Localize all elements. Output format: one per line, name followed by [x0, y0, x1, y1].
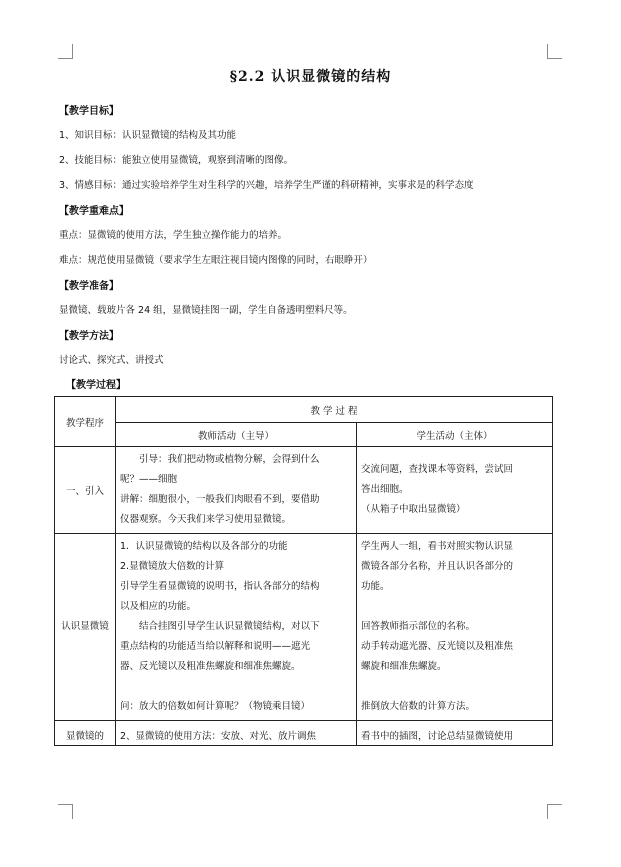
student-line: 回答教师指示部位的名称。 — [361, 621, 476, 632]
preparation-heading: 【教学准备】 — [59, 281, 119, 292]
student-activity-cell — [357, 447, 553, 534]
student-line: （从箱子中取出显微镜） — [361, 504, 466, 515]
student-line: 螺旋和细准焦螺旋。 — [361, 661, 447, 672]
teacher-activity-cell — [116, 534, 357, 721]
table-row — [55, 447, 553, 534]
teacher-line: 仪器观察。今天我们来学习使用显微镜。 — [120, 514, 292, 525]
blank-line — [361, 677, 548, 697]
teacher-line: 结合挂图引导学生认识显微镜结构，对以下 — [139, 621, 320, 632]
teacher-line: 问：放大的倍数如何计算呢？（物镜乘目镜） — [120, 701, 311, 712]
objective-emotion: 3、情感目标：通过实验培养学生对生科学的兴趣，培养学生严谨的科研精神，实事求是的科学态度 — [59, 180, 474, 191]
header-procedure: 教学程序 — [55, 397, 116, 447]
procedure-cell: 认识显微镜 — [55, 534, 116, 721]
crop-mark-bottom-right — [547, 804, 562, 819]
teacher-line: 引导：我们把动物或植物分解，会得到什么 — [139, 454, 320, 465]
teacher-line: 呢？——细胞 — [120, 474, 178, 485]
crop-mark-bottom-left — [58, 804, 73, 819]
procedure-cell: 显微镜的 — [55, 721, 116, 746]
crop-mark-top-left — [58, 44, 73, 59]
teacher-line: 以及相应的功能。 — [120, 601, 197, 612]
document-title: §2.2 认识显微镜的结构 — [229, 69, 392, 85]
blank-line — [361, 597, 548, 617]
difficult-point: 难点：规范使用显微镜（要求学生左眼注视目镜内图像的同时，右眼睁开） — [59, 255, 373, 266]
objective-skill: 2、技能目标：能独立使用显微镜，观察到清晰的图像。 — [59, 155, 294, 166]
student-line: 微镜各部分名称，并且认识各部分的 — [361, 561, 514, 572]
objectives-heading: 【教学目标】 — [59, 106, 119, 117]
teacher-line: 引导学生看显微镜的说明书，指认各部分的结构 — [120, 581, 320, 592]
header-student: 学生活动（主体） — [357, 423, 553, 447]
student-activity-cell — [357, 721, 553, 746]
process-heading: 【教学过程】 — [66, 380, 126, 391]
crop-mark-top-right — [547, 44, 562, 59]
header-teacher: 教师活动（主导） — [116, 423, 357, 447]
student-line: 学生两人一组，看书对照实物认识显 — [361, 541, 514, 552]
student-line: 功能。 — [361, 581, 390, 592]
teacher-line: 器、反光镜以及粗准焦螺旋和细准焦螺旋。 — [120, 661, 301, 672]
student-line: 动手转动遮光器、反光镜以及粗准焦 — [361, 641, 514, 652]
table-row — [55, 534, 553, 721]
preparation-text: 显微镜、载玻片各 24 组，显微镜挂图一副，学生自备透明塑料尺等。 — [59, 305, 353, 316]
objective-knowledge: 1、知识目标：认识显微镜的结构及其功能 — [59, 130, 237, 141]
table-row — [55, 721, 553, 746]
header-process: 教 学 过 程 — [116, 397, 553, 423]
student-line: 交流问题，查找课本等资料，尝试回 — [361, 464, 514, 475]
blank-line — [120, 677, 352, 697]
teacher-line: 讲解：细胞很小，一般我们肉眼看不到，要借助 — [120, 494, 320, 505]
teacher-line: 2、显微镜的使用方法：安放、对光、放片调焦 — [120, 731, 317, 742]
teacher-activity-cell — [116, 447, 357, 534]
methods-heading: 【教学方法】 — [59, 331, 119, 342]
methods-text: 讨论式、探究式、讲授式 — [59, 355, 164, 366]
student-line: 看书中的插图，讨论总结显微镜使用 — [361, 731, 514, 742]
student-line: 推倒放大倍数的计算方法。 — [361, 701, 476, 712]
student-activity-cell — [357, 534, 553, 721]
student-line: 答出细胞。 — [361, 484, 409, 495]
key-points-heading: 【教学重难点】 — [59, 206, 129, 217]
teacher-activity-cell — [116, 721, 357, 746]
key-point: 重点：显微镜的使用方法，学生独立操作能力的培养。 — [59, 230, 288, 241]
teacher-line: 重点结构的功能适当给以解释和说明——遮光 — [120, 641, 311, 652]
teaching-process-table — [54, 396, 553, 746]
teacher-line: 2.显微镜放大倍数的计算 — [120, 561, 225, 572]
teacher-line: 1．认识显微镜的结构以及各部分的功能 — [120, 541, 288, 552]
procedure-cell: 一、引入 — [55, 447, 116, 534]
